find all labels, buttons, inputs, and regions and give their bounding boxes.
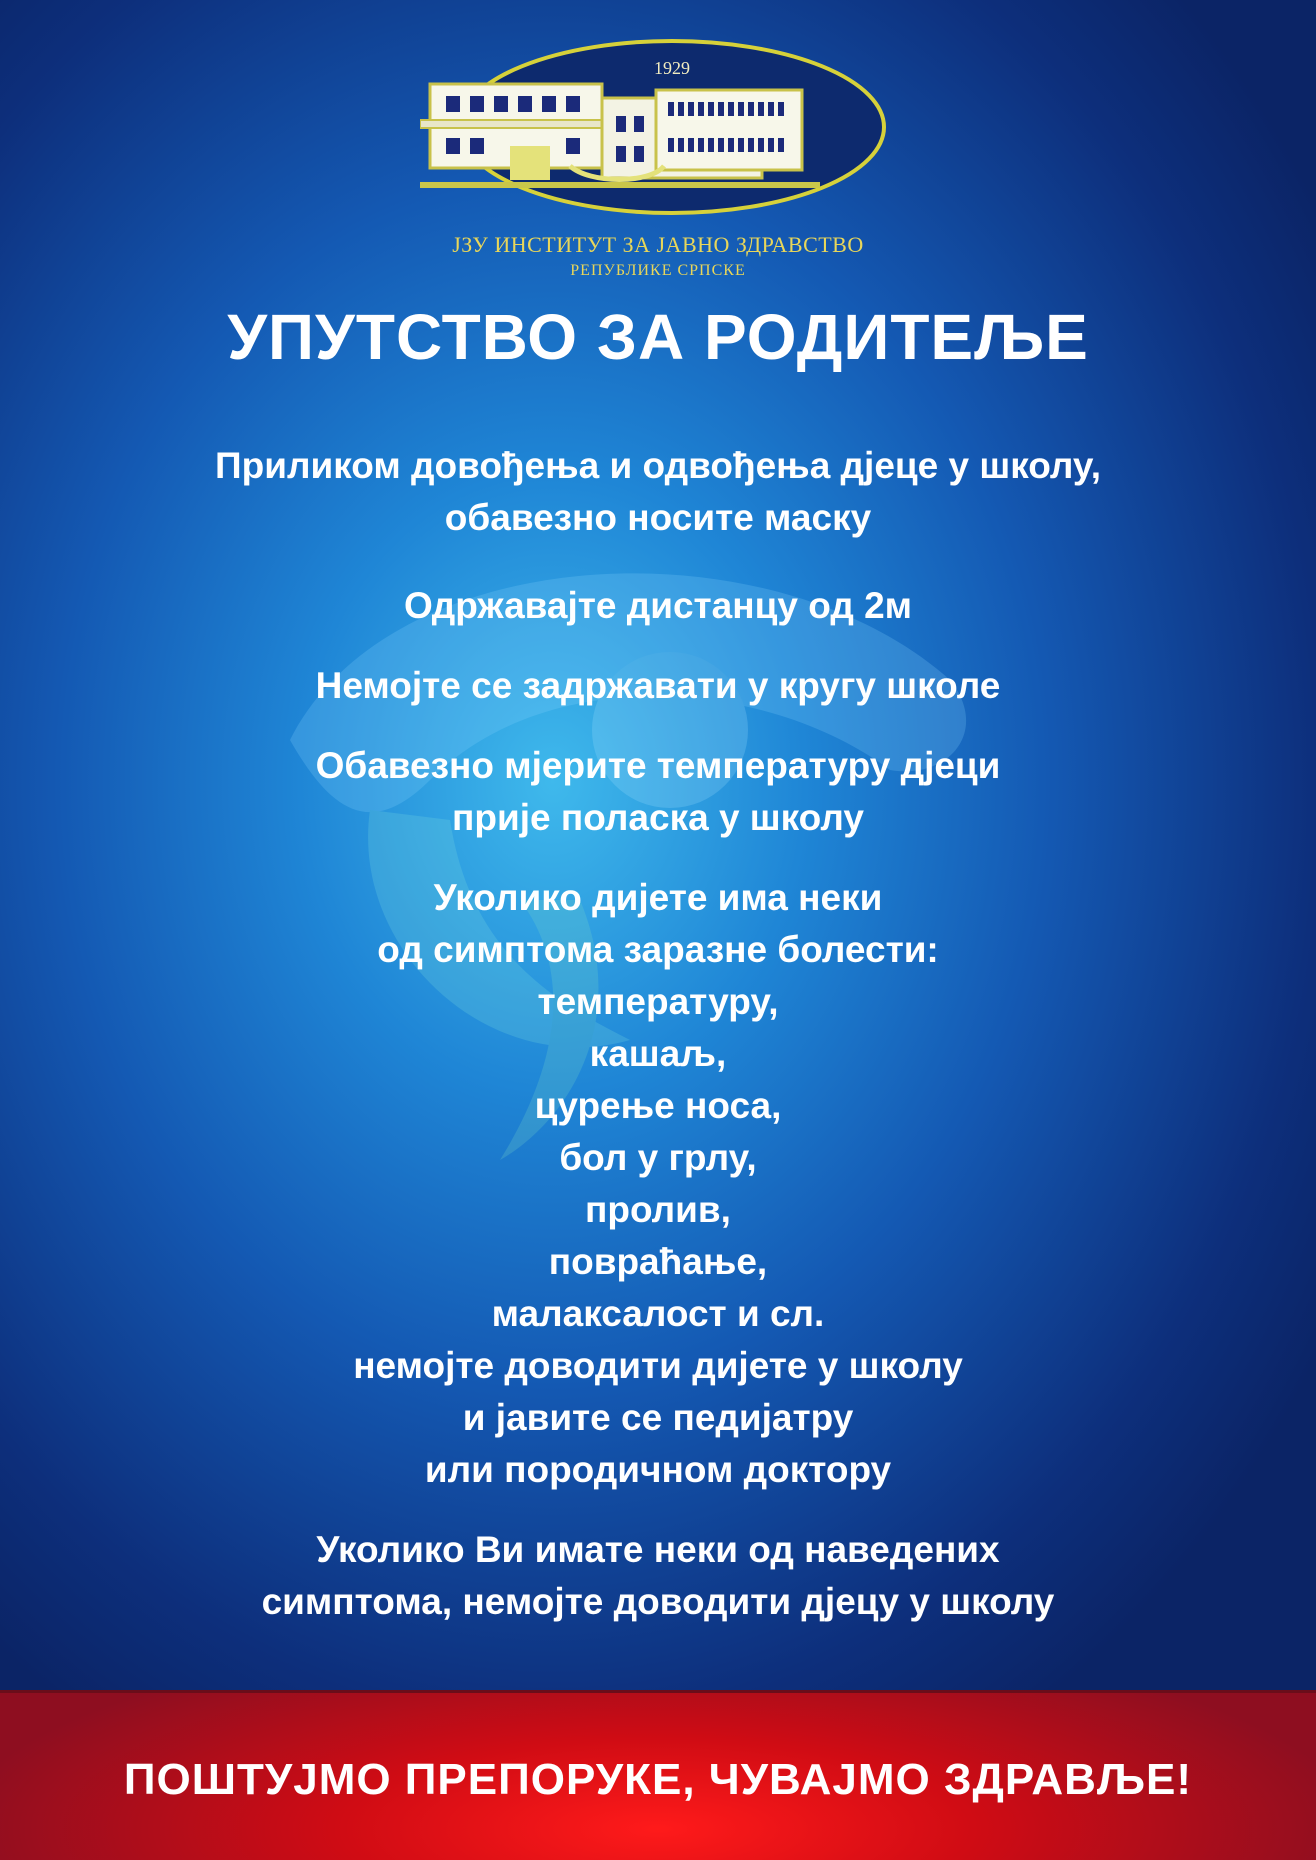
symptom-item: пролив, [585,1189,731,1230]
symptoms-intro-line2: од симптома заразне болести: [377,929,939,970]
symptoms-action-line1: немојте доводити дијете у школу [353,1345,963,1386]
instruction-distance-text: Одржавајте дистанцу од 2м [403,585,913,626]
instruction-symptoms [0,872,1316,1496]
footer-banner [0,1690,1316,1860]
parent-symptoms-line1: Уколико Ви имате неки од наведених [316,1529,1000,1570]
page-title: УПУТСТВО ЗА РОДИТЕЉЕ [227,301,1089,373]
instruction-no-staying-text: Немојте се задржавати у кругу школе [315,665,1001,706]
symptoms-intro-line1: Уколико дијете има неки [433,877,883,918]
instruction-parent-symptoms [0,1524,1316,1628]
symptom-item: цурење носа, [534,1085,782,1126]
instruction-temperature [0,740,1316,844]
symptoms-action-line2: и јавите се педијатру [462,1397,854,1438]
instruction-distance [0,580,1316,632]
symptom-item: малаксалост и сл. [491,1293,825,1334]
instructions [0,440,1316,1628]
symptoms-action-line3: или породичном доктору [424,1449,892,1490]
logo-year: 1929 [654,58,690,78]
instruction-mask-line1: Приликом довођења и одвођења дјеце у школу, [215,445,1101,486]
institute-name: ЈЗУ ИНСТИТУТ ЗА ЈАВНО ЗДРАВСТВО [452,232,864,257]
symptom-item: температуру, [537,981,779,1022]
footer-slogan: ПОШТУЈМО ПРЕПОРУКЕ, ЧУВАЈМО ЗДРАВЉЕ! [123,1755,1193,1804]
instruction-mask-line2: обавезно носите маску [444,497,872,538]
instruction-temperature-line2: прије поласка у школу [452,797,864,838]
parent-symptoms-line2: симптома, немојте доводити дјецу у школу [261,1581,1055,1622]
symptom-item: кашаљ, [589,1033,727,1074]
symptom-item: повраћање, [548,1241,768,1282]
instruction-temperature-line1: Обавезно мјерите температуру дјеци [315,745,1001,786]
instruction-mask [0,440,1316,544]
symptom-item: бол у грлу, [559,1137,757,1178]
institute-subname: РЕПУБЛИКЕ СРПСКЕ [570,262,746,279]
instruction-no-staying [0,660,1316,712]
institute-building-logo [420,34,896,220]
